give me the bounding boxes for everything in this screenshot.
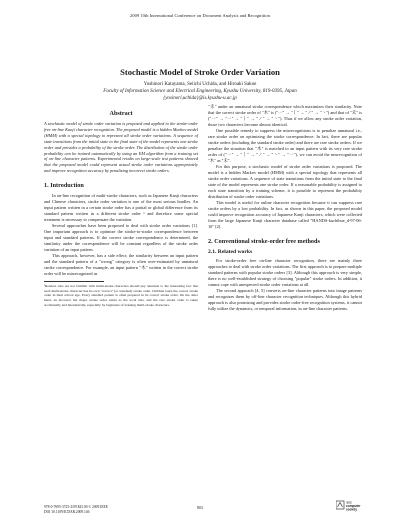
paper-email[interactable]: {yosinori,uchida}@is.kyushu-u.ac.jp xyxy=(163,96,237,101)
paper-title: Stochastic Model of Stroke Order Variation xyxy=(120,67,280,77)
paragraph: In on-line recognition of multi-stroke characters, such as Japanese Kanji characters and Chinese characters, stroke order variation is one of the most serious hurdles. An input pattern written in a certain stroke order has a partial or global difference from its standard pattern written in a different stroke order ¹ and therefore some special treatment is necessary to compensate the variation. xyxy=(44,193,198,223)
paragraph: "未" under an unnatural stroke correspondence which maximizes their similarity. Note that the correct stroke order of "木" is ("一" → "丨" → "ノ" → "丶") and that of "未" is ("一" → "一" → "丨" → "ノ" → "丶"). Thus if we allow any stroke order variation, those two characters become almost identical. xyxy=(208,104,362,127)
left-column xyxy=(44,110,198,308)
subsection-heading-related-works: 2.1. Related works xyxy=(208,248,253,255)
running-header: 2009 10th International Conference on Document Analysis and Recognition xyxy=(130,13,270,18)
paragraph: Several approaches have been proposed to deal with stroke order variations [1]. One important approach is to optimize the stroke-to-stroke correspondence between input and standard patterns. If the correct stroke correspondence is determined, the similarity under the correspondence will be constant regardless of the stroke order variation of an input pattern. xyxy=(44,223,198,253)
right-column xyxy=(208,104,362,312)
section-heading-introduction: 1. Introduction xyxy=(44,182,84,190)
logo-text-ieee: IEEE xyxy=(346,501,352,505)
paragraph: For stroke-order free on-line character recognition, there are mainly three approaches to deal with stroke order variations. The first approach is to prepare multiple standard patterns with popular stroke orders [3]. Although this approach is very simple, there is no well-established strategy of choosing "popular" stroke orders. In addition, it cannot cope with unexpected stroke order variations at all. xyxy=(208,257,362,287)
page-number: 803 xyxy=(197,505,203,510)
footer-doi: DOI 10.1109/ICDAR.2009.146 xyxy=(44,509,90,514)
ieee-computer-society-logo xyxy=(336,500,366,512)
paragraph: This model is useful for online character recognition because it can suppress rare stroke orders by a low probability. In fact, as shown in this paper, the proposed model could improve recognition accuracy of Japanese Kanji characters, which were collected from the large Japanese Kanji character database called "HANDS-kuchibue_d-97-06-10" [2]. xyxy=(208,199,362,229)
footnote: ¹Readers who are not familiar with multi-stroke characters should pay attention to the interesting fact that each multi-stroke character has its own "correct" (or standard) stroke order. Children learn the correct stroke order in their school age. Every standard pattern is often prepared in its correct stroke order. On the other hand, an incorrect but major stroke order exists as the local rule, and the rare stroke order is taken accidentally and intentionally, especially by beginners of learning multi-stroke characters. xyxy=(44,283,198,307)
section-heading-conventional: 2. Conventional stroke-order free methods xyxy=(208,237,320,245)
abstract-heading: Abstract xyxy=(109,110,133,117)
paper-affiliation: Faculty of Information Science and Electrical Engineering, Kyushu University, 819-0395, Japan xyxy=(103,89,297,94)
paper-authors: Yoshinori Katayama, Seiichi Uchida, and Hiroaki Sakoe xyxy=(143,82,257,87)
logo-text-computer: computer xyxy=(346,504,361,508)
paragraph: One possible remedy to suppress the misrecognitions is to penalize unnatural i.e., rare stroke order on optimizing the stroke correspondence. In fact, there are popular stroke orders (including the standard stroke order) and there are rare stroke orders. If we penalize the situation that "木" is matched to an input pattern with its very rare stroke order of ("一" → "丨" → "ノ" → "丶" → "一"), we can avoid the misrecognition of "木" as "未". xyxy=(208,127,362,163)
paragraph: The second approach [4, 5] converts on-line character patterns into image patterns and recognizes them by off-line character recognition techniques. Although this hybrid approach is also promising and provides stroke order-free recognition systems, it cannot fully utilize the dynamics, or temporal information, in on-line character patterns. xyxy=(208,287,362,311)
footnote-rule xyxy=(44,281,104,282)
paragraph: For this purpose, a stochastic model of stroke order variations is proposed. The model is a hidden Markov model (HMM) with a special topology that represents all stroke order variations. A sequence of state transitions from the initial state to the final state of the model represents one stroke order. If a reasonable probability is assigned to each state transition by a training scheme, it is possible to represent the probability distribution of stroke order variations. xyxy=(208,163,362,199)
paragraph: This approach, however, has a side effect; the similarity between an input pattern and the standard pattern of a "wrong" category is often over-estimated by unnatural stroke correspondence. For example, an input pattern "木" written in the correct stroke order will be misrecognized as xyxy=(44,253,198,276)
abstract-text: A stochastic model of stroke order variation is proposed and applied to the stroke-order free on-line Kanji character recognition. The proposed model is a hidden Markov model (HMM) with a special topology to represent all stroke order variations. A sequence of state transitions from the initial state to the final state of the model represents one stroke order and provides a probability of the stroke order. The distribution of the stroke order probability can be trained automatically by using an EM algorithm from a training set of on-line character patterns. Experimental results on large-scale test patterns showed that the proposed model could represent actual stroke order variations appropriately and improve recognition accuracy by penalizing incorrect stroke orders. xyxy=(44,121,198,174)
logo-text-society: society xyxy=(346,507,357,512)
footer-isbn: 978-0-7695-3725-2/09 $25.00 © 2009 IEEE xyxy=(44,505,108,509)
